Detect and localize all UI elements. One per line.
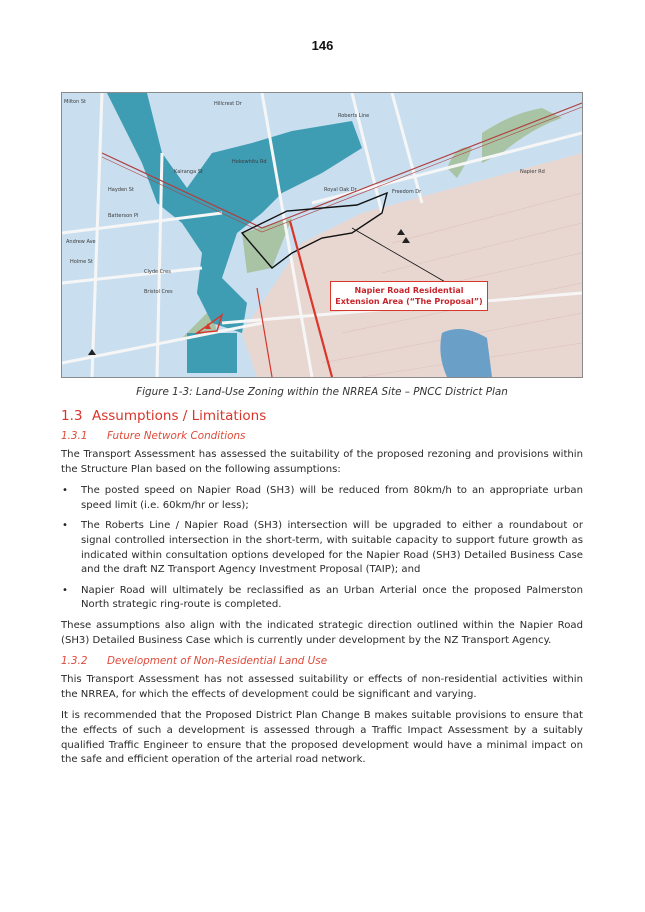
subsection-number-1: 1.3.1: [61, 430, 88, 442]
subsection-heading-2: [61, 655, 583, 667]
subsection-heading-1: [61, 430, 583, 442]
callout-line-2: Extension Area (“The Proposal”): [335, 297, 483, 306]
street-label: Andrew Ave: [66, 239, 96, 245]
page-number: 146: [311, 38, 334, 53]
street-label: Hokowhitu Rd: [232, 159, 267, 165]
street-label: Hayden St: [108, 187, 134, 193]
assumptions-list: [61, 484, 583, 613]
closing-paragraph: These assumptions also align with the indicated strategic direction outlined within the Napier Road (SH3) Detailed Business Case which is currently under development by the NZ Transport Agency.: [61, 619, 583, 646]
street-label: Freedom Dr: [392, 189, 422, 195]
section-heading: [61, 408, 583, 424]
paragraph-recommendation: It is recommended that the Proposed District Plan Change B makes suitable provisions to ensure that the effects of such a development is assessed through a Traffic Impact Assessment by a suitably qualified Traffic Engineer to ensure that the proposed development would have a minimal impact on the safe and efficient operation of the arterial road network.: [61, 710, 583, 766]
subsection-number-2: 1.3.2: [61, 655, 88, 668]
subsection-title-2: Development of Non-Residential Land Use: [107, 655, 328, 668]
figure-caption: Figure 1-3: Land-Use Zoning within the NRREA Site – PNCC District Plan: [136, 386, 508, 398]
blue-zone-south: [187, 333, 237, 373]
street-label: Milton St: [64, 99, 87, 105]
zoning-map-graphic: [62, 93, 582, 377]
section-title: Assumptions / Limitations: [92, 408, 267, 424]
callout-line-1: Napier Road Residential: [354, 286, 464, 295]
street-label: Royal Oak Dr: [324, 187, 357, 193]
proposal-callout: [330, 281, 488, 311]
paragraph-non-residential: This Transport Assessment has not assessed suitability or effects of non-residential activities within the NRREA, for which the effects of development could be significant and varying.: [61, 674, 583, 700]
subsection-title-1: Future Network Conditions: [107, 430, 246, 442]
street-label: Hillcrest Dr: [214, 101, 242, 107]
list-item: • Napier Road will ultimately be reclassified as an Urban Arterial once the proposed Palmerston North strategic ring-route is completed.: [61, 584, 583, 613]
street-label: Holme St: [70, 259, 93, 265]
document-body: [61, 408, 583, 775]
street-label: Roberts Line: [338, 113, 370, 119]
street-label: Clyde Cres: [144, 269, 171, 275]
street-label: Napier Rd: [520, 169, 545, 175]
street-label: Bristol Cres: [144, 289, 173, 295]
list-item: • The Roberts Line / Napier Road (SH3) intersection will be upgraded to either a roundabout or signal controlled intersection in the short-term, with suitable capacity to support future growth as indicated within consultation options developed for the Napier Road (SH3) Detailed Business Case and the draft NZ Transport Agency Investment Proposal (TAIP); and: [61, 519, 583, 577]
section-number: 1.3: [61, 408, 83, 424]
intro-paragraph: The Transport Assessment has assessed the suitability of the proposed rezoning and provisions within the Structure Plan based on the following assumptions:: [61, 449, 583, 475]
street-label: Kairanga St: [174, 169, 203, 175]
zoning-map: [61, 92, 583, 378]
street-label: Batterson Pl: [108, 213, 139, 219]
list-item: • The posted speed on Napier Road (SH3) will be reduced from 80km/h to an appropriate urban speed limit (i.e. 60km/hr or less);: [61, 484, 583, 513]
